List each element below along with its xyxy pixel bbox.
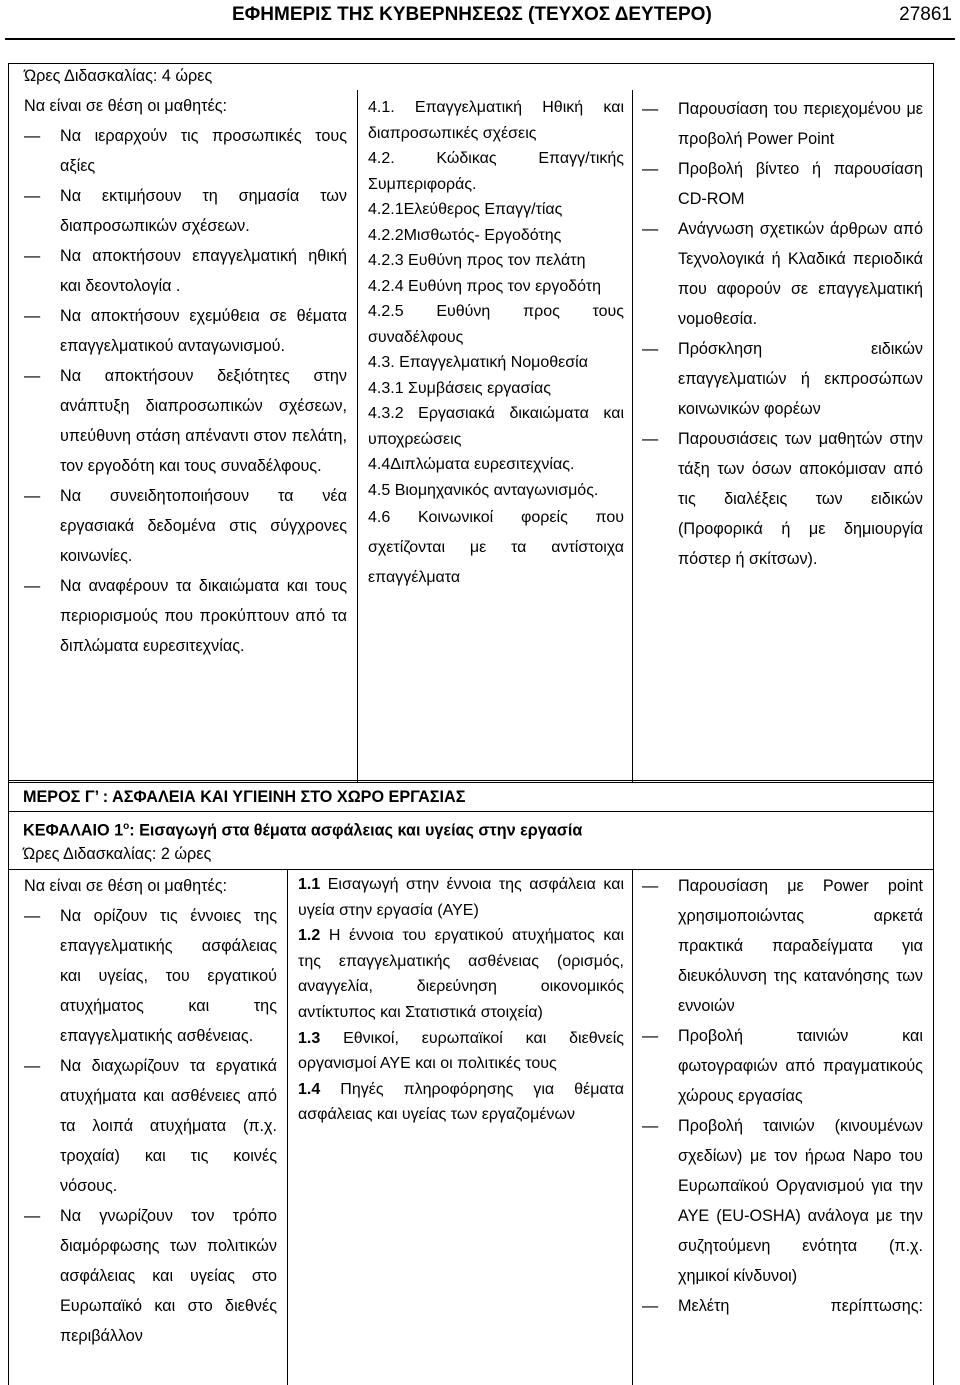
content-text: Εισαγωγή στην έννοια της ασφάλεια και υγεία στην εργασία (ΑΥΕ) <box>298 876 624 919</box>
top-col-divider-1 <box>357 90 358 783</box>
method-item: — Παρουσίαση με Power point χρησιμοποιώντας αρκετά πρακτικά παραδείγματα για διευκόλυνση της κατανόησης των εννοιών <box>642 871 923 1021</box>
method-item: — Ανάγνωση σχετικών άρθρων από Τεχνολογικά ή Κλαδικά περιοδικά που αφορούν σε επαγγελματική νομοθεσία. <box>642 214 923 334</box>
content-item <box>298 1026 624 1077</box>
bottom-objectives-list <box>24 901 277 1351</box>
content-item: 4.5 Βιομηχανικός ανταγωνισμός. <box>368 481 599 499</box>
content-item: 4.1. Επαγγελματική Ηθική και διαπροσωπικές σχέσεις <box>368 99 624 142</box>
content-item: 4.2.3 Ευθύνη προς τον πελάτη <box>368 252 586 269</box>
content-text: Πηγές πληροφόρησης για θέματα ασφάλειας και υγείας των εργαζομένων <box>298 1080 624 1124</box>
top-methods-cell <box>642 94 923 574</box>
objective-item: — Να ορίζουν τις έννοιες της επαγγελματικής ασφάλειας και υγείας, του εργατικού ατυχήματος και της επαγγελματικής ασθένειας. <box>24 901 277 1051</box>
top-objectives-cell <box>24 91 347 661</box>
method-item: — Μελέτη περίπτωσης: <box>642 1291 923 1321</box>
objective-item: — Να συνειδητοποιήσουν τα νέα εργασιακά δεδομένα στις σύγχρονες κοινωνίες. <box>24 481 347 571</box>
method-item: — Προβολή ταινιών (κινουμένων σχεδίων) με τον ήρωα Napo του Ευρωπαϊκού Οργανισμού για την ΑΥΕ (EU-OSHA) ανάλογα με την συζητούμενη ενότητα (π.χ. χημικοί κίνδυνοι) <box>642 1111 923 1291</box>
content-number: 1.2 <box>298 927 321 945</box>
bottom-methods-list <box>642 871 923 1321</box>
objective-item: — Να γνωρίζουν τον τρόπο διαμόρφωσης των πολιτικών ασφάλειας και υγείας στο Ευρωπαϊκό και στο διεθνές περιβάλλον <box>24 1201 277 1351</box>
header-divider <box>5 38 955 40</box>
content-text: Εθνικοί, ευρωπαϊκοί και διεθνείς οργανισμοί ΑΥΕ και οι πολιτικές τους <box>298 1029 624 1073</box>
method-item: — Παρουσίαση του περιεχομένου με προβολή Power Point <box>642 94 923 154</box>
content-item: 4.2.1Ελεύθερος Επαγγ/τίας <box>368 201 563 218</box>
gazette-title: ΕΦΗΜΕΡΙΣ ΤΗΣ ΚΥΒΕΡΝΗΣΕΩΣ (ΤΕΥΧΟΣ ΔΕΥΤΕΡΟ) <box>232 4 712 25</box>
content-item: 4.2.5 Ευθύνη προς τους συναδέλφους <box>368 303 624 346</box>
content-item <box>298 872 624 923</box>
method-item: — Παρουσιάσεις των μαθητών στην τάξη των όσων αποκόμισαν από τις διαλέξεις των ειδικών (Προφορικά ή με δημιουργία πόστερ ή σκίτσων). <box>642 424 923 574</box>
objective-item: — Να αποκτήσουν δεξιότητες στην ανάπτυξη διαπροσωπικών σχέσεων, υπεύθυνη στάση απέναντι στον πελάτη, τον εργοδότη και τους συναδέλφους. <box>24 361 347 481</box>
bottom-col-divider-1 <box>287 869 288 1385</box>
top-content-cell <box>368 95 624 593</box>
method-item: — Προβολή βίντεο ή παρουσίαση CD-ROM <box>642 154 923 214</box>
bottom-hours: Ώρες Διδασκαλίας: 2 ώρες <box>23 845 212 863</box>
method-item: — Πρόσκληση ειδικών επαγγελματιών ή εκπροσώπων κοινωνικών φορέων <box>642 334 923 424</box>
chapter-rule <box>8 869 934 870</box>
content-text: Η έννοια του εργατικού ατυχήματος και της επαγγελματικής ασθένειας (ορισμός, αναγγελία, διερεύνηση οικονομικός αντίκτυπος και Στατιστικά στοιχεία) <box>298 927 624 1021</box>
content-item: 4.4Διπλώματα ευρεσιτεχνίας. <box>368 456 575 473</box>
top-objectives-list <box>24 121 347 661</box>
content-item: 4.3.2 Εργασιακά δικαιώματα και υποχρεώσεις <box>368 405 624 448</box>
objective-item: — Να αναφέρουν τα δικαιώματα και τους περιορισμούς που προκύπτουν από τα διπλώματα ευρεσιτεχνίας. <box>24 571 347 661</box>
objective-item: — Να εκτιμήσουν τη σημασία των διαπροσωπικών σχέσεων. <box>24 181 347 241</box>
part-title <box>23 782 465 812</box>
content-item: 4.3.1 Συμβάσεις εργασίας <box>368 379 551 397</box>
objective-item: — Να αποκτήσουν εχεμύθεια σε θέματα επαγγελματικού ανταγωνισμού. <box>24 301 347 361</box>
objective-item: — Να αποκτήσουν επαγγελματική ηθική και δεοντολογία . <box>24 241 347 301</box>
chapter-prefix: ΚΕΦΑΛΑΙΟ 1 <box>23 821 124 840</box>
bottom-col-divider-2 <box>632 869 633 1385</box>
bottom-objectives-cell <box>24 871 277 1351</box>
content-item: 4.2. Κώδικας Επαγγ/τικής Συμπεριφοράς. <box>368 150 624 193</box>
bottom-methods-cell <box>642 871 923 1321</box>
content-item: 4.2.2Μισθωτός- Εργοδότης <box>368 226 562 244</box>
page-header <box>0 0 960 40</box>
content-number: 1.4 <box>298 1080 321 1098</box>
content-item <box>298 923 624 1025</box>
page-number: 27861 <box>899 4 952 25</box>
bottom-content-cell <box>298 872 624 1128</box>
part-title-text: ΜΕΡΟΣ Γ’ : ΑΣΦΑΛΕΙΑ ΚΑΙ ΥΓΙΕΙΝΗ ΣΤΟ ΧΩΡΟ ΕΡΓΑΣΙΑΣ <box>23 788 466 806</box>
top-objectives-intro: Να είναι σε θέση οι μαθητές: <box>24 97 228 115</box>
content-item: 4.2.4 Ευθύνη προς τον εργοδότη <box>368 277 602 295</box>
chapter-superscript: ο <box>123 821 130 832</box>
content-item: 4.3. Επαγγελματική Νομοθεσία <box>368 354 588 371</box>
top-col-divider-2 <box>632 90 633 783</box>
content-number: 1.1 <box>298 876 321 893</box>
content-number: 1.3 <box>298 1029 321 1047</box>
objective-item: — Να διαχωρίζουν τα εργατικά ατυχήματα και ασθένειες από τα λοιπά ατυχήματα (π.χ. τροχαία) και τις κοινές νόσους. <box>24 1051 277 1201</box>
content-item: 4.6 Κοινωνικοί φορείς που σχετίζονται με τα αντίστοιχα επαγγέλματα <box>368 509 624 586</box>
top-hours: Ώρες Διδασκαλίας: 4 ώρες <box>24 67 213 85</box>
method-item: — Προβολή ταινιών και φωτογραφιών από πραγματικούς χώρους εργασίας <box>642 1021 923 1111</box>
top-methods-list <box>642 94 923 574</box>
chapter-rest: : Εισαγωγή στα θέματα ασφάλειας και υγείας στην εργασία <box>129 821 583 840</box>
objective-item: — Να ιεραρχούν τις προσωπικές τους αξίες <box>24 121 347 181</box>
content-item <box>298 1077 624 1128</box>
bottom-objectives-intro: Να είναι σε θέση οι μαθητές: <box>24 877 228 895</box>
